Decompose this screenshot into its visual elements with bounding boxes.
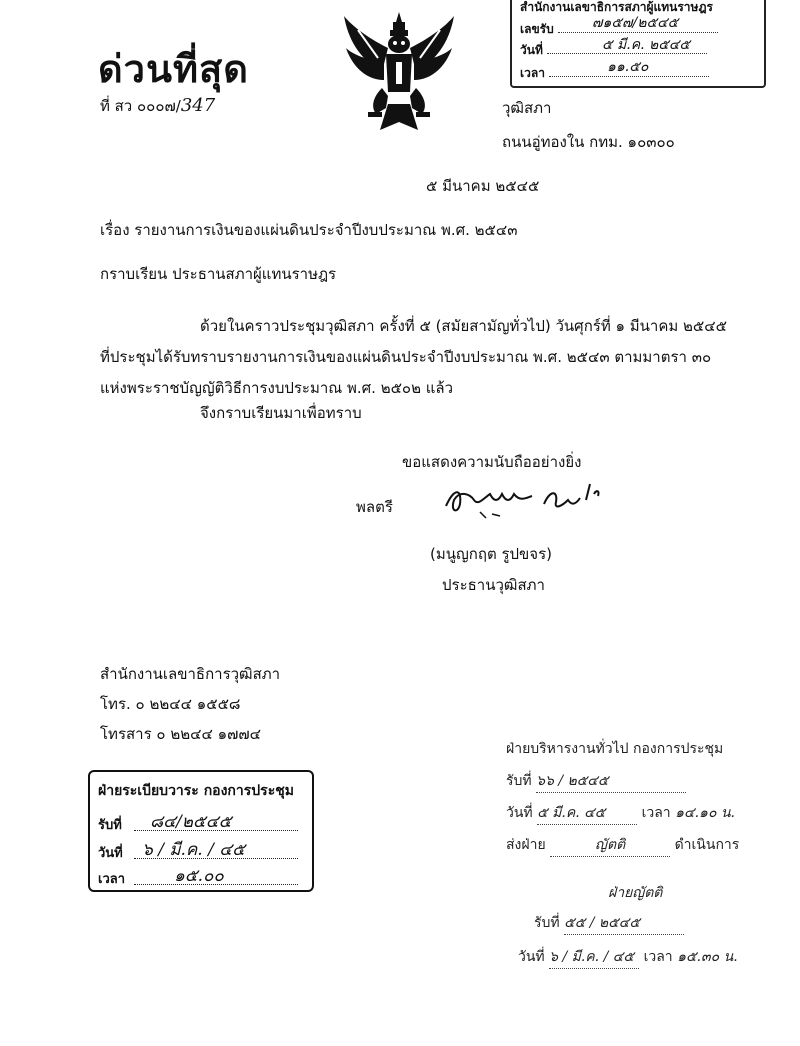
agenda-date-value: ๖ / มี.ค. / ๔๕ [142,840,245,860]
reference-handwritten: 347 [180,95,216,116]
footer-office: สำนักงานเลขาธิการวุฒิสภา [100,665,281,683]
routing-note-forward: ส่งฝ่าย ญัตติ ดำเนินการ [506,834,739,857]
footer-telephone: โทร. ๐ ๒๒๔๔ ๑๕๕๘ [100,695,241,713]
footer-fax: โทรสาร ๐ ๒๒๔๔ ๑๗๗๔ [100,725,262,743]
agenda-stamp [88,770,314,892]
agenda-receipt-label: รับที่ [98,818,122,833]
receipt-stamp-title: สำนักงานเลขาธิการสภาผู้แทนราษฎร [520,0,713,14]
garuda-emblem [338,8,460,136]
routing-note-receipt: รับที่ ๖๖ / ๒๕๔๕ [506,770,686,793]
receipt-time-label: เวลา [520,66,545,80]
receipt-date-label: วันที่ [520,43,543,57]
urgency-heading: ด่วนที่สุด [98,47,249,91]
agenda-time-label: เวลา [98,872,126,887]
reference-number [100,96,215,116]
agenda-receipt-value: ๘๔/๒๕๔๕ [150,812,232,832]
routing-note-division-receipt: รับที่ ๕๕ / ๒๕๔๕ [534,912,684,935]
agenda-time-value: ๑๕.๐๐ [174,866,224,886]
receipt-time-value: ๑๑.๕๐ [607,59,649,75]
salutation-line: กราบเรียน ประธานสภาผู้แทนราษฎร [100,265,337,283]
body-line-1: ด้วยในคราวประชุมวุฒิสภา ครั้งที่ ๕ (สมัยสามัญทั่วไป) วันศุกร์ที่ ๑ มีนาคม ๒๕๔๕ [200,317,727,335]
signer-rank: พลตรี [356,498,393,516]
routing-note-division: ฝ่ายญัตติ [608,885,663,901]
sender-organization: วุฒิสภา [502,99,552,117]
signer-name: (มนูญกฤต รูปขจร) [430,545,552,563]
receipt-no-label: เลขรับ [520,22,554,36]
routing-note-date: วันที่ ๕ มี.ค. ๔๕ เวลา ๑๔.๑๐ น. [506,802,735,825]
agenda-date-label: วันที่ [98,846,123,861]
body-line-4: จึงกราบเรียนมาเพื่อทราบ [200,404,362,422]
reference-prefix: ที่ สว ๐๐๐๗/ [100,97,181,115]
signature [440,476,610,526]
closing-regards: ขอแสดงความนับถืออย่างยิ่ง [402,453,582,471]
body-line-2: ที่ประชุมได้รับทราบรายงานการเงินของแผ่นดินประจำปีงบประมาณ พ.ศ. ๒๕๔๓ ตามมาตรา ๓๐ [100,348,712,366]
receipt-no-value: ๗๑๕๗/๒๕๔๕ [592,15,679,31]
routing-note-division-date: วันที่ ๖ / มี.ค. / ๔๕ เวลา ๑๕.๓๐ น. [518,946,738,969]
sender-address: ถนนอู่ทองใน กทม. ๑๐๓๐๐ [502,133,675,151]
agenda-stamp-title: ฝ่ายระเบียบวาระ กองการประชุม [98,783,294,799]
signer-position: ประธานวุฒิสภา [442,576,545,594]
receipt-date-value: ๕ มี.ค. ๒๕๔๕ [602,37,691,53]
routing-note-header: ฝ่ายบริหารงานทั่วไป กองการประชุม [506,741,724,757]
letter-date: ๕ มีนาคม ๒๕๔๕ [426,177,540,195]
receipt-stamp-top [510,0,766,88]
subject-line: เรื่อง รายงานการเงินของแผ่นดินประจำปีงบประมาณ พ.ศ. ๒๕๔๓ [100,221,518,239]
body-line-3: แห่งพระราชบัญญัติวิธีการงบประมาณ พ.ศ. ๒๕๐๒ แล้ว [100,379,454,397]
